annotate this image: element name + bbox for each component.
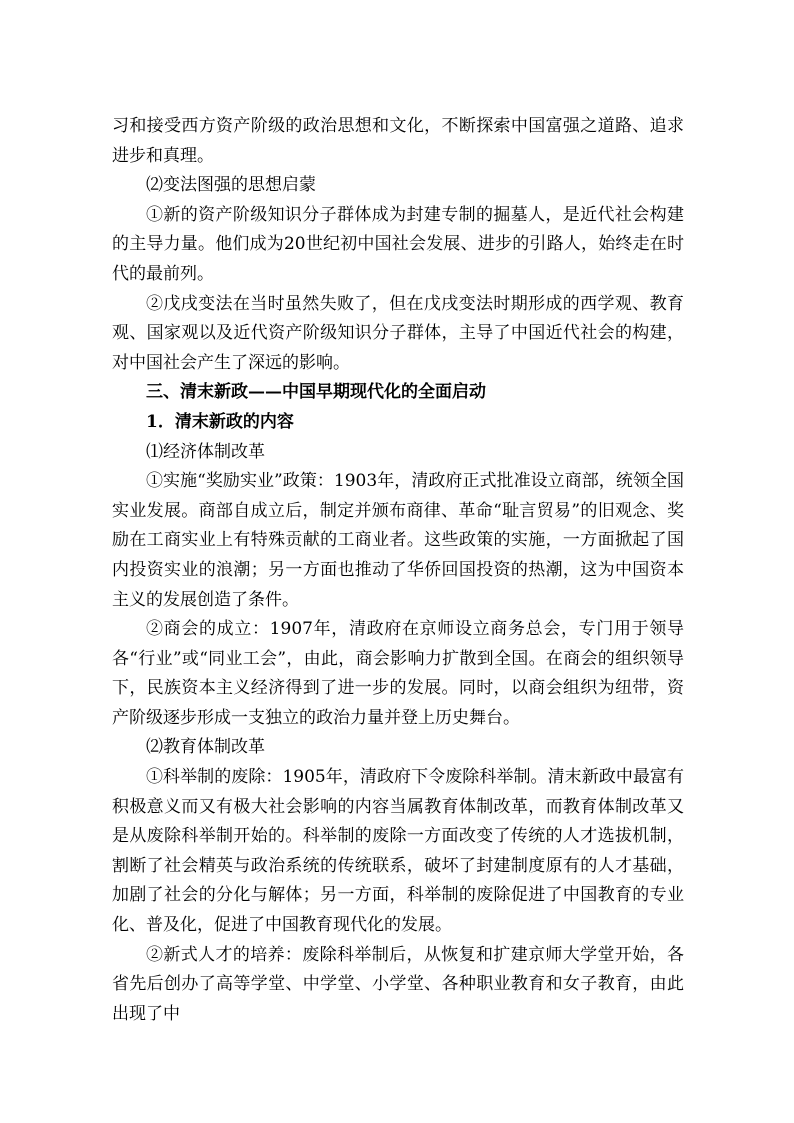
paragraph-industry-policy: ①实施“奖励实业”政策：1903年，清政府正式批准设立商部，统领全国实业发展。商部自成立后，制定并颁布商律、革命“耻言贸易”的旧观念、奖励在工商实业上有特殊贡献的工商业者。这些政策的实施，一方面掀起了国内投资实业的浪潮；另一方面也推动了华侨回国投资的热潮，这为中国资本主义的发展创造了条件。	[112, 471, 684, 610]
section-heading-late-qing-reform: 三、清末新政——中国早期现代化的全面启动	[146, 382, 486, 403]
paragraph-exam-abolition: ①科举制的废除：1905年，清政府下令废除科举制。清末新政中最富有积极意义而又有极大社会影响的内容当属教育体制改革，而教育体制改革又是从废除科举制开始的。科举制的废除一方面改变了传统的人才选拔机制，割断了社会精英与政治系统的传统联系，破坏了封建制度原有的人才基础，加剧了社会的分化与解体；另一方面，科举制的废除促进了中国教育的专业化、普及化，促进了中国教育现代化的发展。	[112, 767, 684, 936]
subheading-reform-enlightenment: ⑵变法图强的思想启蒙	[146, 175, 316, 196]
document-page	[112, 112, 684, 1029]
paragraph-chamber-of-commerce: ②商会的成立：1907年，清政府在京师设立商务总会，专门用于领导各“行业”或“同业工会”，由此，商会影响力扩散到全国。在商会的组织领导下，民族资本主义经济得到了进一步的发展。同时，以商会组织为纽带，资产阶级逐步形成一支独立的政治力量并登上历史舞台。	[112, 619, 684, 728]
paragraph-continuation: 习和接受西方资产阶级的政治思想和文化，不断探索中国富强之道路、追求进步和真理。	[112, 116, 684, 166]
paragraph-wuxu-reform: ②戊戌变法在当时虽然失败了，但在戊戌变法时期形成的西学观、教育观、国家观以及近代资产阶级知识分子群体，主导了中国近代社会的构建，对中国社会产生了深远的影响。	[112, 293, 684, 373]
paragraph-intellectuals: ①新的资产阶级知识分子群体成为封建专制的掘墓人，是近代社会构建的主导力量。他们成为20世纪初中国社会发展、进步的引路人，始终走在时代的最前列。	[112, 204, 684, 284]
subheading-economic-reform: ⑴经济体制改革	[146, 441, 265, 462]
subheading-education-reform: ⑵教育体制改革	[146, 737, 265, 758]
subsection-heading-reform-content: 1．清末新政的内容	[146, 411, 294, 432]
paragraph-new-talent: ②新式人才的培养：废除科举制后，从恢复和扩建京师大学堂开始，各省先后创办了高等学堂、中学堂、小学堂、各种职业教育和女子教育，由此出现了中	[112, 944, 684, 1024]
